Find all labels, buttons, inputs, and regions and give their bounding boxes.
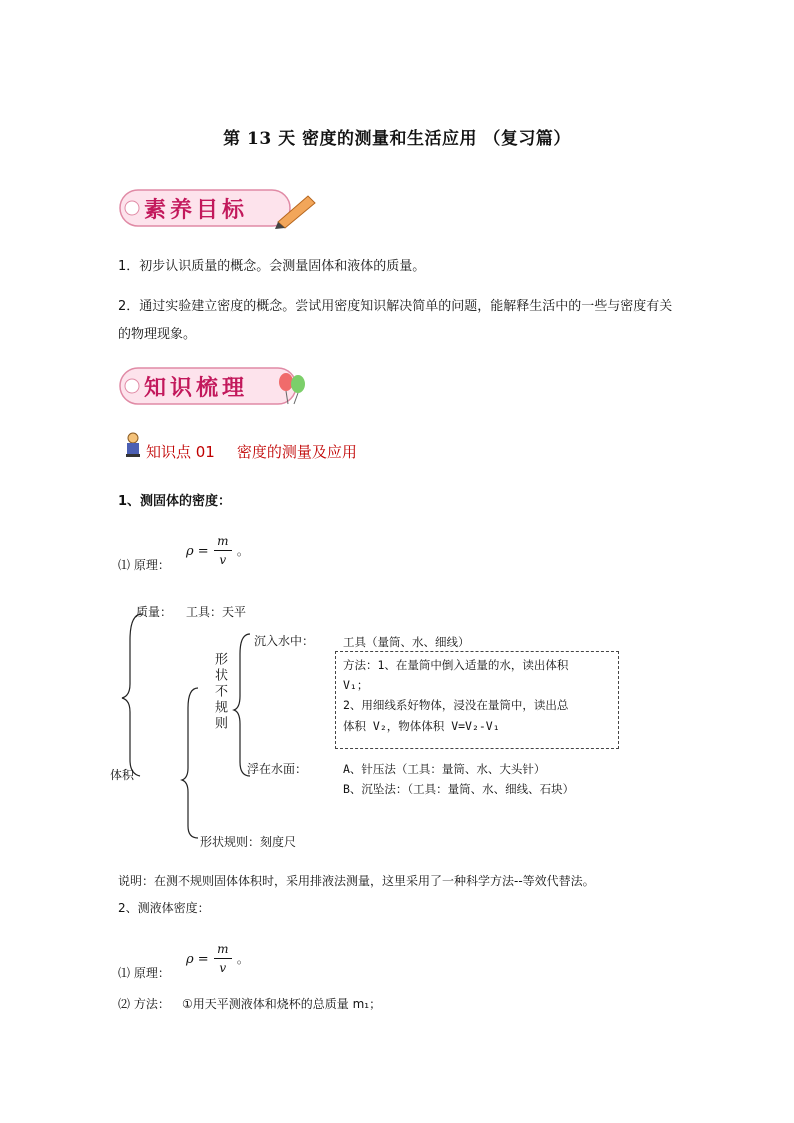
formula-fraction (214, 534, 232, 567)
banner-title: 素养目标 (144, 197, 249, 223)
goal-item: 1．初步认识质量的概念。会测量固体和液体的质量。 (118, 259, 426, 274)
principle-label: ⑴ 原理： (118, 558, 170, 572)
classification-braces (120, 600, 350, 860)
method-line: V₁； (343, 678, 369, 692)
sink-label: 沉入水中： (254, 634, 315, 648)
density-formula (186, 942, 249, 975)
banner-literacy-goals (118, 186, 318, 230)
section-heading: 2、测液体密度： (118, 901, 210, 915)
method-label: ⑵ 方法： (118, 997, 170, 1011)
note-text: 说明：在测不规则固体体积时，采用排液法测量，这里采用了一种科学方法--等效代替法。 (118, 874, 595, 888)
formula-fraction (214, 942, 232, 975)
banner-title: 知识梳理 (144, 375, 249, 401)
mass-tool: 工具：天平 (186, 605, 247, 619)
page-title: 第 13 天 密度的测量和生活应用 （复习篇） (223, 129, 571, 149)
knowledge-point-heading (146, 441, 379, 462)
sink-tool: 工具（量筒、水、细线） (343, 635, 470, 649)
volume-label: 体积 (110, 768, 135, 782)
method-step: ①用天平测液体和烧杯的总质量 m₁； (182, 997, 382, 1011)
person-icon (124, 432, 142, 458)
density-formula (186, 534, 249, 567)
formula-end: 。 (236, 952, 249, 966)
method-line: 体积 V₂，物体体积 V=V₂-V₁ (343, 719, 500, 733)
principle-label: ⑴ 原理： (118, 966, 170, 980)
formula-lhs: ρ = (186, 544, 209, 559)
formula-numerator: m (217, 534, 229, 548)
formula-end: 。 (236, 544, 249, 558)
float-method: A、针压法（工具：量筒、水、大头针） (343, 762, 546, 776)
formula-denominator: v (219, 961, 227, 975)
method-line: 2、用细线系好物体，浸没在量筒中，读出总 (343, 698, 569, 712)
knowledge-point-number: 知识点 01 (146, 443, 215, 461)
formula-numerator: m (217, 942, 229, 956)
float-label: 浮在水面： (247, 762, 308, 776)
method-line: 方法：1、在量筒中倒入适量的水，读出体积 (343, 658, 569, 672)
mass-label: 质量： (136, 605, 173, 619)
formula-denominator: v (219, 553, 227, 567)
banner-knowledge (118, 364, 318, 408)
goal-item: 2．通过实验建立密度的概念。尝试用密度知识解决简单的问题，能解释生活中的一些与密度有关的物理现象。 (118, 299, 673, 342)
knowledge-point-name: 密度的测量及应用 (236, 443, 357, 461)
regular-label: 形状规则：刻度尺 (200, 835, 297, 849)
section-heading: 1、测固体的密度： (118, 494, 232, 509)
irregular-label: 形状不规则 (212, 652, 227, 732)
float-method: B、沉坠法：（工具：量筒、水、细线、石块） (343, 782, 575, 796)
formula-lhs: ρ = (186, 952, 209, 967)
